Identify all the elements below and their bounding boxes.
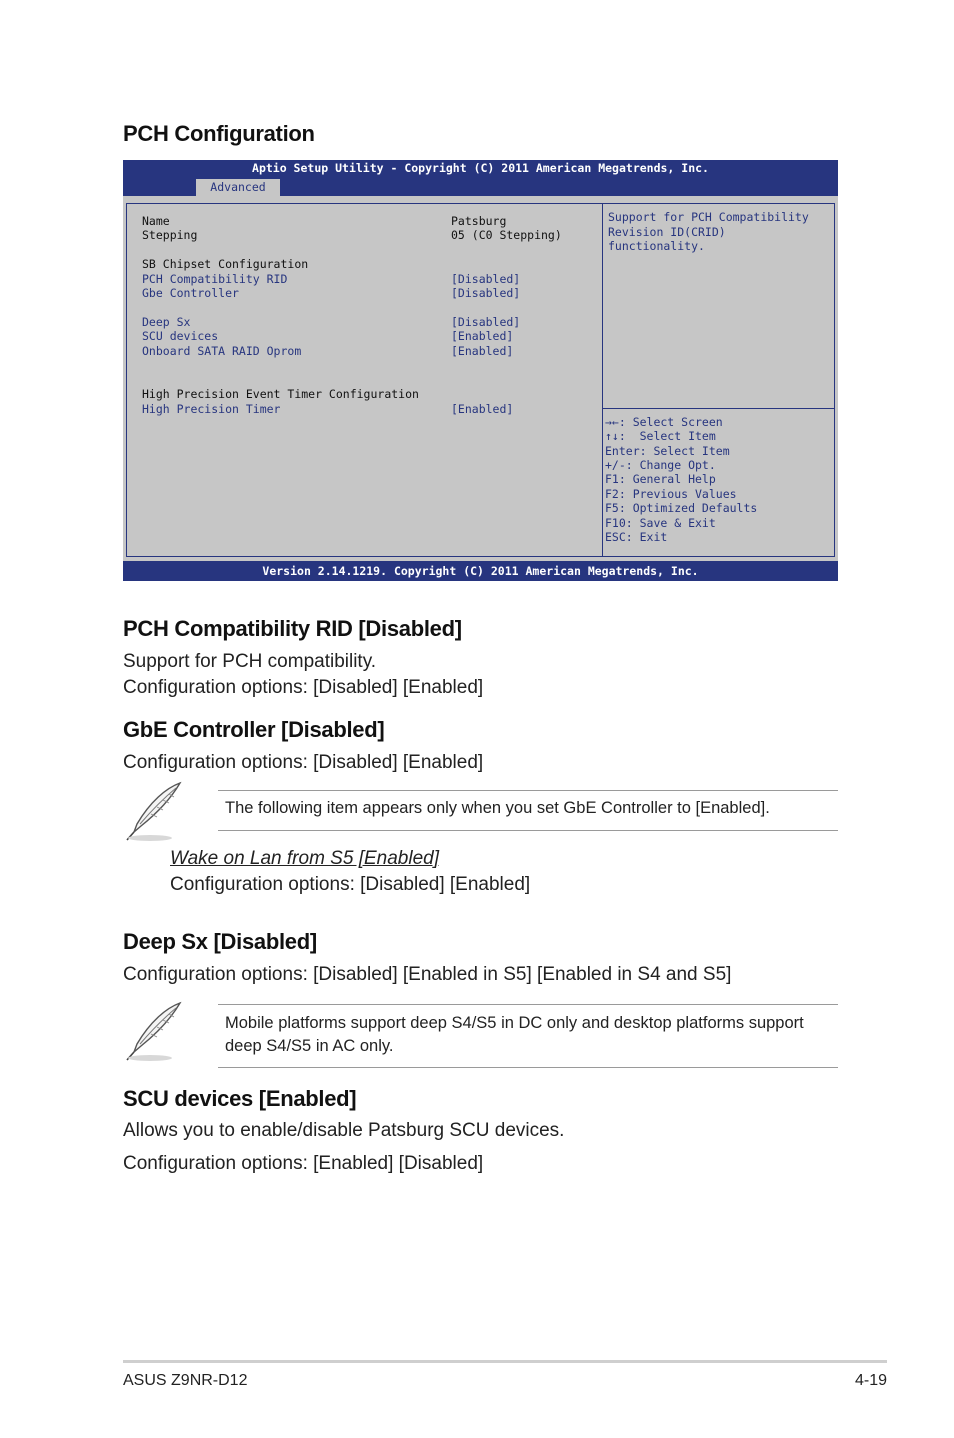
- bios-item-value[interactable]: [Disabled]: [451, 315, 521, 329]
- bios-item-value[interactable]: [Disabled]: [451, 272, 521, 286]
- bios-row-value: Patsburg: [451, 214, 507, 228]
- note-top-rule: [218, 1004, 838, 1005]
- bios-help-divider: [603, 408, 834, 409]
- deepsx-note-line: Mobile platforms support deep S4/S5 in DC only and desktop platforms support: [225, 1014, 804, 1032]
- pch-rid-description: Support for PCH compatibility.: [123, 651, 377, 672]
- bios-key-line: F10: Save & Exit: [605, 516, 716, 530]
- note-pen-icon: [122, 1000, 186, 1064]
- bios-item-deep-sx[interactable]: Deep Sx: [142, 315, 191, 329]
- bios-tab-advanced[interactable]: Advanced: [196, 179, 280, 196]
- scu-options: Configuration options: [Enabled] [Disabled]: [123, 1153, 484, 1174]
- note-bottom-rule: [218, 830, 838, 831]
- bios-item-value[interactable]: [Enabled]: [451, 402, 514, 416]
- bios-row-label: Name: [142, 214, 170, 228]
- bios-footer: Version 2.14.1219. Copyright (C) 2011 American Megatrends, Inc.: [123, 561, 838, 581]
- pch-rid-options: Configuration options: [Disabled] [Enabled]: [123, 677, 484, 698]
- bios-key-line: ESC: Exit: [605, 530, 668, 544]
- bios-key-line: Enter: Select Item: [605, 444, 730, 458]
- footer-page-number: 4-19: [854, 1372, 887, 1389]
- bios-key-line: ↑↓: Select Item: [605, 429, 716, 443]
- page-footer-rule: [123, 1360, 887, 1363]
- note-bottom-rule: [218, 1067, 838, 1068]
- bios-key-line: F2: Previous Values: [605, 487, 737, 501]
- footer-product-name: ASUS Z9NR-D12: [123, 1372, 248, 1389]
- gbe-note-text: The following item appears only when you set GbE Controller to [Enabled].: [225, 799, 770, 817]
- deepsx-heading: Deep Sx [Disabled]: [123, 929, 317, 954]
- bios-group-heading: SB Chipset Configuration: [142, 257, 309, 271]
- gbe-options: Configuration options: [Disabled] [Enabled]: [123, 752, 484, 773]
- bios-item-hpet[interactable]: High Precision Timer: [142, 402, 281, 416]
- note-top-rule: [218, 790, 838, 791]
- page-section-title: PCH Configuration: [123, 121, 315, 146]
- note-pen-icon: [122, 780, 186, 844]
- bios-key-line: F1: General Help: [605, 472, 716, 486]
- bios-item-pch-compat-rid[interactable]: PCH Compatibility RID: [142, 272, 288, 286]
- gbe-heading: GbE Controller [Disabled]: [123, 717, 385, 742]
- bios-header: [123, 160, 838, 196]
- wol-options: Configuration options: [Disabled] [Enabled]: [170, 874, 531, 895]
- deepsx-options: Configuration options: [Disabled] [Enabled in S5] [Enabled in S4 and S5]: [123, 964, 732, 985]
- bios-item-value[interactable]: [Enabled]: [451, 344, 514, 358]
- bios-item-gbe-controller[interactable]: Gbe Controller: [142, 286, 239, 300]
- bios-help-line: functionality.: [608, 239, 705, 253]
- bios-key-line: F5: Optimized Defaults: [605, 501, 758, 515]
- bios-key-line: →←: Select Screen: [605, 415, 723, 429]
- bios-help-line: Support for PCH Compatibility: [608, 210, 809, 224]
- bios-screenshot: [123, 160, 838, 581]
- bios-help-line: Revision ID(CRID): [608, 225, 726, 239]
- scu-description: Allows you to enable/disable Patsburg SCU devices.: [123, 1120, 565, 1141]
- bios-item-value[interactable]: [Enabled]: [451, 329, 514, 343]
- bios-row-label: Stepping: [142, 228, 198, 242]
- bios-title: Aptio Setup Utility - Copyright (C) 2011 American Megatrends, Inc.: [252, 161, 709, 175]
- bios-key-line: +/-: Change Opt.: [605, 458, 716, 472]
- bios-row-value: 05 (C0 Stepping): [451, 228, 562, 242]
- pch-rid-heading: PCH Compatibility RID [Disabled]: [123, 616, 462, 641]
- bios-item-sata-raid-oprom[interactable]: Onboard SATA RAID Oprom: [142, 344, 302, 358]
- bios-item-scu-devices[interactable]: SCU devices: [142, 329, 219, 343]
- wol-heading: Wake on Lan from S5 [Enabled]: [170, 848, 439, 869]
- deepsx-note-line: deep S4/S5 in AC only.: [225, 1037, 394, 1055]
- scu-heading: SCU devices [Enabled]: [123, 1086, 357, 1111]
- bios-panel-divider: [602, 203, 603, 557]
- bios-item-value[interactable]: [Disabled]: [451, 286, 521, 300]
- bios-group-heading: High Precision Event Timer Configuration: [142, 387, 419, 401]
